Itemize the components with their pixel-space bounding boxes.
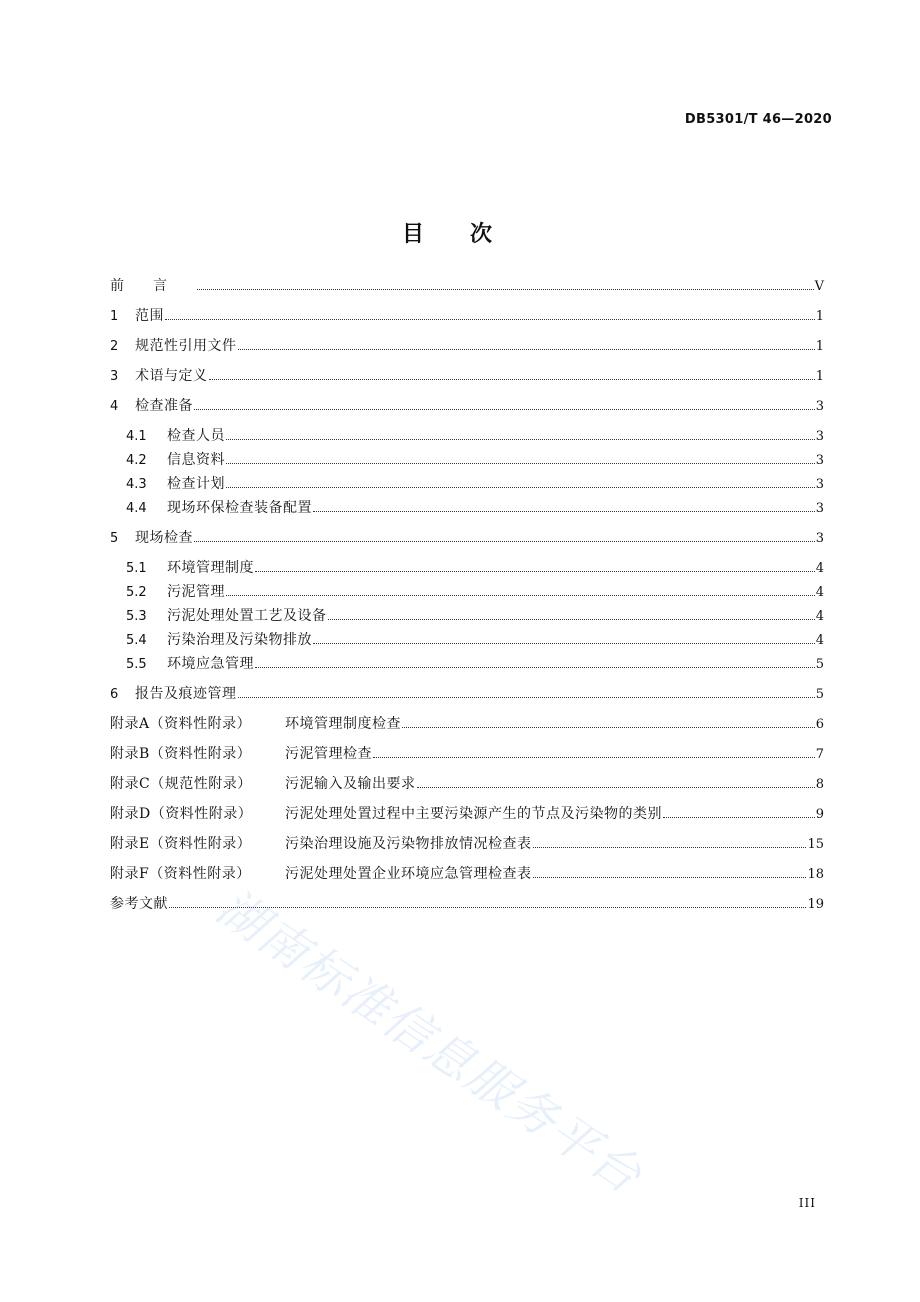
toc-entry-label [110,834,532,854]
toc-entry-page: V [814,279,824,294]
toc-entry-label [110,894,168,914]
toc-entry-page: 19 [807,897,824,912]
toc-entry-page: 15 [807,837,824,852]
toc-entry-page: 3 [815,531,824,546]
toc-entry-page: 7 [815,747,824,762]
toc-entry-appendix-prefix: 附录C（规范性附录） [110,776,252,792]
toc-entry-number: 5.5 [126,657,147,672]
toc-entry-text: 污染治理设施及污染物排放情况检查表 [285,836,532,852]
toc-entry-page: 18 [807,867,824,882]
toc-entry-page: 3 [815,399,824,414]
toc-entry[interactable] [110,366,824,387]
toc-entry-text: 污泥处理处置过程中主要污染源产生的节点及污染物的类别 [285,806,662,822]
toc-leader-dots [209,379,815,380]
toc-leader-dots [226,487,815,488]
toc-entry-label [110,804,662,824]
toc-entry-number: 5.3 [126,609,147,624]
toc-leader-dots [533,877,807,878]
toc-leader-dots [238,697,815,698]
toc-entry-number: 4.3 [126,477,147,492]
toc-leader-dots [255,667,815,668]
page-number: III [798,1196,816,1210]
toc-leader-dots [417,787,815,788]
toc-entry-label [110,396,193,417]
toc-entry-text: 现场环保检查装备配置 [167,500,312,516]
toc-entry-appendix-prefix: 附录A（资料性附录） [110,716,252,732]
toc-entry[interactable] [110,804,824,825]
toc-entry-text: 环境管理制度 [167,560,254,576]
toc-entry-appendix-prefix: 附录B（资料性附录） [110,746,252,762]
toc-entry-number: 5.1 [126,561,147,576]
toc-entry-text: 污染治理及污染物排放 [167,632,312,648]
toc-entry-appendix-prefix: 附录F（资料性附录） [110,866,251,882]
toc-entry-text: 污泥处理处置企业环境应急管理检查表 [285,866,532,882]
toc-entry[interactable] [110,450,824,471]
toc-entry-number: 6 [110,687,119,702]
toc-leader-dots [194,541,815,542]
toc-entry-number: 2 [110,339,119,354]
toc-entry[interactable] [110,606,824,627]
toc-entry[interactable] [110,714,824,735]
toc-entry-label [110,366,208,387]
toc-entry[interactable] [110,582,824,603]
toc-leader-dots [197,289,814,290]
toc-entry-label [110,336,237,357]
toc-entry-page: 9 [815,807,824,822]
toc-entry[interactable] [110,426,824,447]
toc-entry-label [126,474,225,495]
toc-leader-dots [402,727,815,728]
toc-entry-label [126,654,254,675]
toc-entry-text: 信息资料 [167,452,225,468]
toc-entry-page: 5 [815,687,824,702]
toc-entry-page: 6 [815,717,824,732]
toc-leader-dots [313,511,815,512]
toc-entry-label [110,306,164,327]
toc-entry-text: 前言 [110,278,196,294]
toc-leader-dots [238,349,815,350]
toc-entry-page: 3 [815,477,824,492]
toc-entry-label [126,582,225,603]
toc-entry-text: 污泥管理检查 [285,746,372,762]
toc-entry[interactable] [110,474,824,495]
toc-entry-appendix-prefix: 附录D（资料性附录） [110,806,253,822]
toc-entry-label [110,744,372,764]
toc-entry[interactable] [110,684,824,705]
toc-entry[interactable] [110,498,824,519]
toc-leader-dots [313,643,815,644]
toc-entry-text: 报告及痕迹管理 [135,686,237,702]
toc-entry[interactable] [110,774,824,795]
toc-entry-number: 5 [110,531,119,546]
toc-leader-dots [169,907,806,908]
toc-entry-label [126,558,254,579]
toc-entry-label [126,606,327,627]
toc-leader-dots [226,439,815,440]
toc-entry-page: 1 [815,369,824,384]
toc-entry-number: 5.4 [126,633,147,648]
toc-entry[interactable] [110,558,824,579]
toc-entry-number: 4.1 [126,429,147,444]
toc-entry-text: 环境管理制度检查 [285,716,401,732]
toc-entry-number: 1 [110,309,119,324]
toc-entry-page: 4 [815,633,824,648]
toc-entry-page: 1 [815,309,824,324]
toc-entry-page: 4 [815,561,824,576]
toc-entry-label [126,450,225,471]
toc-entry-number: 5.2 [126,585,147,600]
toc-entry-page: 1 [815,339,824,354]
toc-entry-number: 4.4 [126,501,147,516]
toc-entry-text: 污泥管理 [167,584,225,600]
toc-entry-page: 3 [815,453,824,468]
toc-entry-text: 污泥处理处置工艺及设备 [167,608,327,624]
toc-entry-label [110,276,196,296]
toc-leader-dots [373,757,815,758]
toc-entry-text: 检查计划 [167,476,225,492]
toc-entry-text: 范围 [135,308,164,324]
toc-entry-page: 4 [815,585,824,600]
toc-entry-number: 4 [110,399,119,414]
toc-entry-label [110,774,416,794]
toc-entry[interactable] [110,276,824,297]
toc-entry[interactable] [110,396,824,417]
toc-entry-label [126,630,312,651]
toc-entry[interactable] [110,630,824,651]
toc-entry-label [110,684,237,705]
toc-entry-text: 规范性引用文件 [135,338,237,354]
toc-entry[interactable] [110,834,824,855]
toc-entry[interactable] [110,894,824,915]
toc-entry-text: 检查人员 [167,428,225,444]
toc-leader-dots [165,319,815,320]
toc-entry-page: 5 [815,657,824,672]
document-code: DB5301/T 46—2020 [684,112,832,127]
toc-leader-dots [226,595,815,596]
toc-leader-dots [226,463,815,464]
toc-entry[interactable] [110,336,824,357]
toc-leader-dots [328,619,815,620]
toc-entry[interactable] [110,306,824,327]
toc-entry[interactable] [110,528,824,549]
toc-entry[interactable] [110,864,824,885]
toc-entry-label [110,864,532,884]
toc-entry-label [110,714,401,734]
toc-entry-page: 8 [815,777,824,792]
toc-leader-dots [194,409,815,410]
toc-entry-label [126,426,225,447]
toc-entry-page: 3 [815,429,824,444]
toc-entry[interactable] [110,654,824,675]
toc-entry-text: 污泥输入及输出要求 [285,776,416,792]
page-title: 目次 [401,221,538,247]
toc-entry[interactable] [110,744,824,765]
toc-entry-page: 4 [815,609,824,624]
watermark: 湖南标准信息服务平台 [206,879,653,1206]
toc-leader-dots [533,847,807,848]
toc-leader-dots [663,817,815,818]
toc-entry-label [126,498,312,519]
toc-entry-label [110,528,193,549]
toc-entry-page: 3 [815,501,824,516]
toc-entry-text: 现场检查 [135,530,193,546]
toc-leader-dots [255,571,815,572]
toc-entry-number: 4.2 [126,453,147,468]
toc-entry-appendix-prefix: 附录E（资料性附录） [110,836,252,852]
toc-entry-number: 3 [110,369,119,384]
toc-entry-text: 环境应急管理 [167,656,254,672]
toc-entry-text: 检查准备 [135,398,193,414]
toc-entry-text: 术语与定义 [135,368,208,384]
toc-entry-text: 参考文献 [110,896,168,912]
